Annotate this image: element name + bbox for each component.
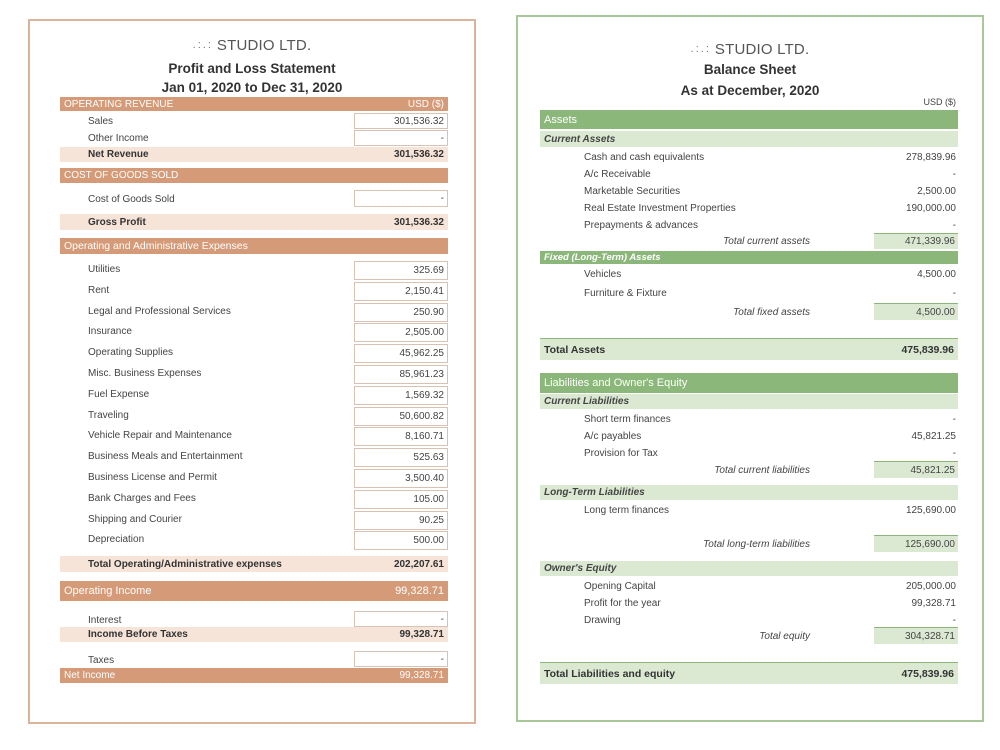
bs-as-at: As at December, 2020 [680, 83, 820, 98]
expense-label: Vehicle Repair and Maintenance [88, 430, 232, 442]
bs-company-name: .:.: STUDIO LTD. [690, 41, 810, 58]
equity-header: Owner's Equity [540, 561, 958, 576]
expense-label: Traveling [88, 409, 129, 421]
company-logo-icon: .:.: [192, 39, 213, 51]
expense-label: Business License and Permit [88, 472, 217, 483]
expense-value: 250.90 [354, 303, 448, 322]
cogs-value: - [354, 190, 448, 207]
current-assets-header: Current Assets [540, 131, 958, 147]
bs-line-label: Profit for the year [584, 598, 661, 609]
expense-value: 500.00 [354, 531, 448, 550]
expense-value: 2,505.00 [354, 323, 448, 342]
long-term-header: Long-Term Liabilities [540, 485, 958, 500]
operating-income-row: Operating Income 99,328.71 [60, 581, 448, 601]
expense-label: Rent [88, 284, 110, 296]
net-income-row: Net Income 99,328.71 [60, 668, 448, 683]
expense-value: 105.00 [354, 490, 448, 509]
profit-loss-statement [28, 19, 476, 724]
cogs-label: Cost of Goods Sold [88, 194, 175, 205]
total-current-liabilities-label: Total current liabilities [714, 465, 810, 476]
bs-line-label: A/c Receivable [584, 169, 651, 180]
expense-label: Operating Supplies [88, 347, 174, 359]
bs-line-value: - [952, 220, 956, 231]
bs-line-value: - [952, 414, 956, 425]
bs-line-label: Real Estate Investment Properties [584, 203, 736, 214]
expense-value: 2,150.41 [354, 282, 448, 301]
net-revenue-row: Net Revenue 301,536.32 [60, 147, 448, 162]
operating-revenue-header: OPERATING REVENUE USD ($) [60, 97, 448, 111]
total-long-term-value: 125,690.00 [874, 535, 958, 552]
bs-line-label: Provision for Tax [584, 448, 658, 459]
assets-header: Assets [540, 110, 958, 129]
pl-title: Profit and Loss Statement [168, 61, 336, 76]
total-long-term-label: Total long-term liabilities [703, 539, 810, 550]
bs-line-label: Long term finances [584, 505, 670, 516]
expense-value: 1,569.32 [354, 386, 448, 405]
bs-line-label: Opening Capital [584, 581, 656, 592]
bs-line-value: 2,500.00 [917, 186, 956, 197]
bs-line-value: 278,839.96 [905, 152, 956, 163]
total-liabilities-equity-row: Total Liabilities and equity 475,839.96 [540, 662, 958, 684]
pl-company-name: .:.: STUDIO LTD. [192, 37, 312, 54]
bs-currency: USD ($) [923, 97, 956, 107]
pl-period: Jan 01, 2020 to Dec 31, 2020 [161, 80, 343, 95]
expense-label: Bank Charges and Fees [88, 492, 196, 504]
expense-label: Insurance [88, 326, 132, 338]
bs-line-value: 4,500.00 [917, 269, 956, 280]
total-equity-value: 304,328.71 [874, 627, 958, 644]
bs-line-value: 190,000.00 [905, 203, 956, 214]
interest-value: - [354, 611, 448, 627]
liabilities-header: Liabilities and Owner's Equity [540, 373, 958, 393]
expense-value: 90.25 [354, 511, 448, 530]
expense-value: 45,962.25 [354, 344, 448, 363]
sales-value: 301,536.32 [354, 113, 448, 129]
fixed-assets-header: Fixed (Long-Term) Assets [540, 251, 958, 264]
bs-line-label: Cash and cash equivalents [584, 152, 705, 163]
bs-line-label: A/c payables [584, 431, 642, 442]
taxes-value: - [354, 651, 448, 667]
bs-line-label: Short term finances [584, 414, 671, 425]
total-assets-row: Total Assets 475,839.96 [540, 338, 958, 360]
other-income-label: Other Income [88, 133, 149, 144]
expense-label: Depreciation [88, 534, 145, 546]
expense-label: Legal and Professional Services [88, 305, 231, 317]
expense-value: 3,500.40 [354, 469, 448, 488]
bs-line-value: - [952, 288, 956, 299]
bs-line-value: 45,821.25 [911, 431, 956, 442]
total-expenses-row: Total Operating/Administrative expenses 202,207.61 [60, 556, 448, 572]
expense-value: 8,160.71 [354, 427, 448, 446]
bs-line-value: 99,328.71 [911, 598, 956, 609]
gross-profit-row: Gross Profit 301,536.32 [60, 214, 448, 230]
bs-line-label: Furniture & Fixture [584, 288, 667, 299]
bs-line-label: Drawing [584, 615, 621, 626]
bs-line-label: Vehicles [584, 269, 622, 280]
expense-value: 50,600.82 [354, 407, 448, 426]
expense-value: 325.69 [354, 261, 448, 280]
current-liabilities-header: Current Liabilities [540, 394, 958, 409]
taxes-label: Taxes [88, 655, 115, 666]
expense-value: 85,961.23 [354, 365, 448, 384]
income-before-taxes-row: Income Before Taxes 99,328.71 [60, 627, 448, 642]
total-fixed-assets-label: Total fixed assets [733, 307, 810, 318]
bs-line-value: 125,690.00 [905, 505, 956, 516]
bs-line-label: Prepayments & advances [584, 220, 698, 231]
bs-line-label: Marketable Securities [584, 186, 681, 197]
expenses-header: Operating and Administrative Expenses [60, 238, 448, 254]
bs-line-value: - [952, 615, 956, 626]
bs-title: Balance Sheet [703, 62, 797, 77]
total-current-liabilities-value: 45,821.25 [874, 461, 958, 478]
total-fixed-assets-value: 4,500.00 [874, 303, 958, 320]
total-current-assets-label: Total current assets [723, 236, 810, 247]
expense-value: 525.63 [354, 448, 448, 467]
other-income-value: - [354, 130, 448, 146]
sales-label: Sales [88, 116, 114, 127]
company-logo-icon: .:.: [690, 43, 711, 55]
total-equity-label: Total equity [759, 631, 810, 642]
expense-label: Utilities [88, 264, 121, 275]
bs-line-value: - [952, 169, 956, 180]
expense-label: Fuel Expense [88, 388, 150, 400]
expense-label: Shipping and Courier [88, 513, 182, 525]
expense-label: Business Meals and Entertainment [88, 451, 243, 463]
bs-line-value: - [952, 448, 956, 459]
interest-label: Interest [88, 615, 122, 626]
expense-label: Misc. Business Expenses [88, 368, 202, 379]
balance-sheet [516, 15, 984, 722]
cogs-header: COST OF GOODS SOLD [60, 168, 448, 183]
total-current-assets-value: 471,339.96 [874, 233, 958, 249]
bs-line-value: 205,000.00 [905, 581, 956, 592]
